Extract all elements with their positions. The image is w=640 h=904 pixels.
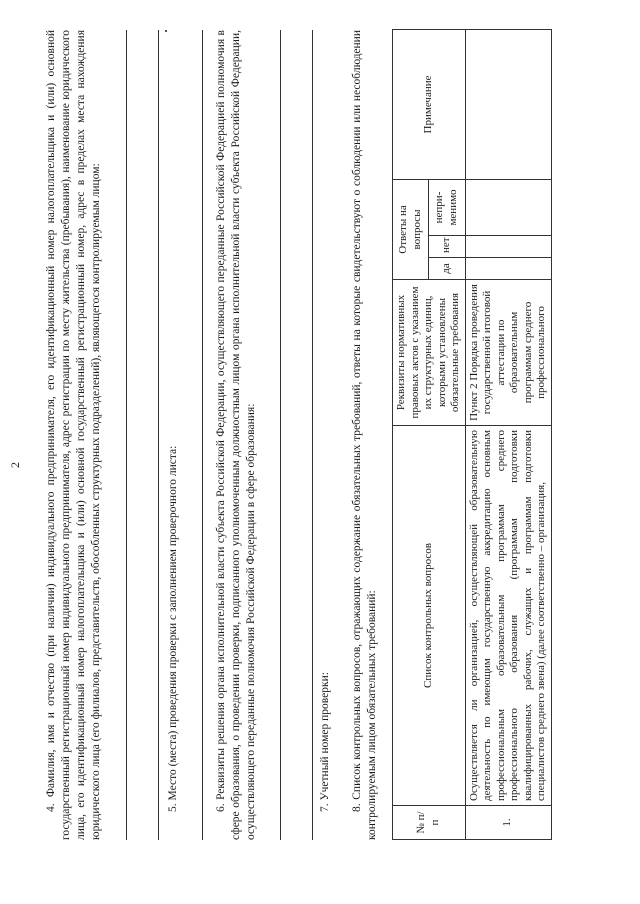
header-questions: Список контрольных вопросов	[393, 426, 466, 806]
row-requisites: Пункт 2 Порядка проведения государственной итоговой аттестации по образовательным программам среднего профессионального	[465, 280, 551, 426]
section-5-text: 5. Место (места) проведения проверки с заполнением проверочного листа:	[167, 445, 179, 812]
row-num: 1.	[465, 806, 551, 840]
section-4-text: 4. Фамилия, имя и отчество (при наличии) индивидуального предпринимателя, его идентификационный номер налогоплательщика и (или) основной государственный регистрационный номер индивидуального предпринимателя, адрес регистрации по месту жительства (пребывания), наименование юридического лица, его идентификационный номер налогоплательщика и (или) основной государственный регистрационный номер, адрес в пределах места нахождения юридического лица (его филиалов, представительств, обособленных структурных подразделений), являющегося контролируемым лицом:	[45, 30, 102, 840]
row-no-cell[interactable]	[465, 236, 551, 258]
section-7-text: 7. Учетный номер проверки:	[319, 672, 331, 812]
fill-line-5	[202, 30, 203, 840]
header-yes: да	[429, 258, 465, 280]
fill-line-6b	[312, 30, 313, 840]
fill-line-4	[126, 30, 127, 840]
table-row	[465, 29, 551, 839]
fill-line-4b	[158, 30, 159, 840]
header-na: непри-менимо	[429, 179, 465, 235]
header-requisites: Реквизиты нормативных правовых актов с указанием их структурных единиц, которыми установлены обязательные требования	[393, 280, 466, 426]
row-yes-cell[interactable]	[465, 258, 551, 280]
section-6-text: 6. Реквизиты решения органа исполнительной власти субъекта Российской Федерации, осуществляющего переданные Российской Федерацией полномочия в сфере образования, о проведении проверки, подписанного уполномоченным должностным лицом органа исполнительной власти субъекта Российской Федерации, осуществляющего переданные полномочия Российской Федерации в сфере образования:	[215, 30, 257, 840]
page-number: 2	[8, 462, 22, 468]
section-7	[318, 30, 333, 840]
fill-line-6	[280, 30, 281, 840]
header-answers: Ответы на вопросы	[393, 179, 429, 279]
row-question: Осуществляется ли организацией, осуществляющей образовательную деятельность по имеющим государственную аккредитацию основным профессиональным образовательным программам среднего профессионального образования (программам подготовки квалифицированных рабочих, служащих и программам подготовки специалистов среднего звена) (далее соответственно – организация,	[465, 426, 551, 806]
header-num: № п/п	[393, 806, 466, 840]
section-6	[214, 30, 259, 840]
section-8	[350, 30, 380, 840]
header-note: Примечание	[393, 29, 466, 179]
section-8-text: 8. Список контрольных вопросов, отражающих содержание обязательных требований, ответы на которые свидетельствуют о соблюдении или несоблюдении контролируемым лицом обязательных требований:	[351, 30, 378, 840]
row-na-cell[interactable]	[465, 179, 551, 235]
checklist-table	[392, 29, 552, 840]
section-5	[166, 30, 181, 840]
header-no: нет	[429, 236, 465, 258]
row-note-cell[interactable]	[465, 29, 551, 179]
section-4	[44, 30, 104, 840]
